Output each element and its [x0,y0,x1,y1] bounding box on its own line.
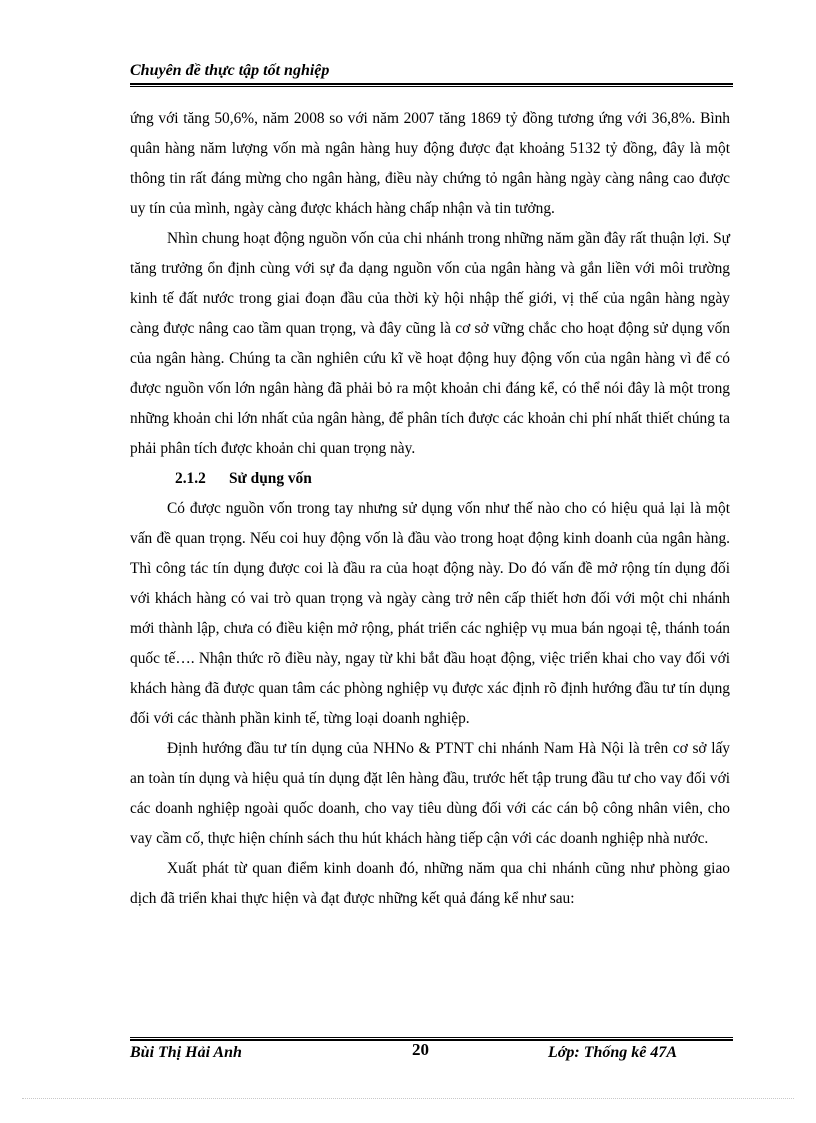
header-title: Chuyên đề thực tập tốt nghiệp [130,62,330,79]
body-text [130,104,730,914]
section-title: Sử dụng vốn [229,470,312,487]
footer-class: Lớp: Thống kê 47A [548,1044,678,1061]
section-heading [130,464,730,494]
paragraph-continuation: ứng với tăng 50,6%, năm 2008 so với năm 2007 tăng 1869 tỷ đồng tương ứng với 36,8%. Bình quân hàng năm lượng vốn mà ngân hàng huy động được đạt khoảng 5132 tỷ đồng, đây là một thông tin rất đáng mừng cho ngân hàng, điều này chứng tỏ ngân hàng ngày càng nâng cao được uy tín của mình, ngày càng được khách hàng chấp nhận và tin tưởng. [130,110,730,217]
footer-author: Bùi Thị Hải Anh [130,1044,242,1061]
page-boundary [22,1098,794,1099]
paragraph-results-intro: Xuất phát từ quan điểm kinh doanh đó, những năm qua chi nhánh cũng như phòng giao dịch đã triển khai thực hiện và đạt được những kết quả đáng kể như sau: [130,860,730,907]
paragraph-capital-use: Có được nguồn vốn trong tay nhưng sử dụng vốn như thế nào cho có hiệu quả lại là một vấn đề quan trọng. Nếu coi huy động vốn là đầu vào trong hoạt động kinh doanh của ngân hàng. Thì công tác tín dụng được coi là đầu ra của hoạt động này. Do đó vấn đề mở rộng tín dụng đối với khách hàng có vai trò quan trọng và ngày càng trở nên cấp thiết hơn đối với một chi nhánh mới thành lập, chưa có điều kiện mở rộng, phát triển các nghiệp vụ mua bán ngoại tệ, thánh toán quốc tế…. Nhận thức rõ điều này, ngay từ khi bắt đầu hoạt động, việc triển khai cho vay đối với khách hàng đã được quan tâm các phòng nghiệp vụ được xác định rõ định hướng đầu tư tín dụng đối với các thành phần kinh tế, từng loại doanh nghiệp. [130,500,730,727]
paragraph-credit-direction: Định hướng đầu tư tín dụng của NHNo & PTNT chi nhánh Nam Hà Nội là trên cơ sở lấy an toàn tín dụng và hiệu quả tín dụng đặt lên hàng đầu, trước hết tập trung đầu tư cho vay đối với các doanh nghiệp ngoài quốc doanh, cho vay tiêu dùng đối với các cán bộ công nhân viên, cho vay cầm cố, thực hiện chính sách thu hút khách hàng tiếp cận với các doanh nghiệp nhà nước. [130,740,730,847]
paragraph-funding-overview: Nhìn chung hoạt động nguồn vốn của chi nhánh trong những năm gần đây rất thuận lợi. Sự tăng trưởng ổn định cùng với sự đa dạng nguồn vốn của ngân hàng và gắn liền với môi trường kinh tế đất nước trong giai đoạn đầu của thời kỳ hội nhập thế giới, vị thế của ngân hàng ngày càng được nâng cao tầm quan trọng, và đây cũng là cơ sở vững chắc cho hoạt động sử dụng vốn của ngân hàng. Chúng ta cần nghiên cứu kĩ về hoạt động huy động vốn của ngân hàng vì để có được nguồn vốn lớn ngân hàng đã phải bỏ ra một khoản chi đáng kể, có thể nói đây là một trong những khoản chi lớn nhất của ngân hàng, để phân tích được các khoản chi phí nhất thiết chúng ta phải phân tích được khoản chi quan trọng này. [130,230,730,457]
section-number: 2.1.2 [175,470,206,487]
header-divider [130,83,733,87]
page-number: 20 [412,1040,429,1059]
footer-divider [130,1037,733,1041]
